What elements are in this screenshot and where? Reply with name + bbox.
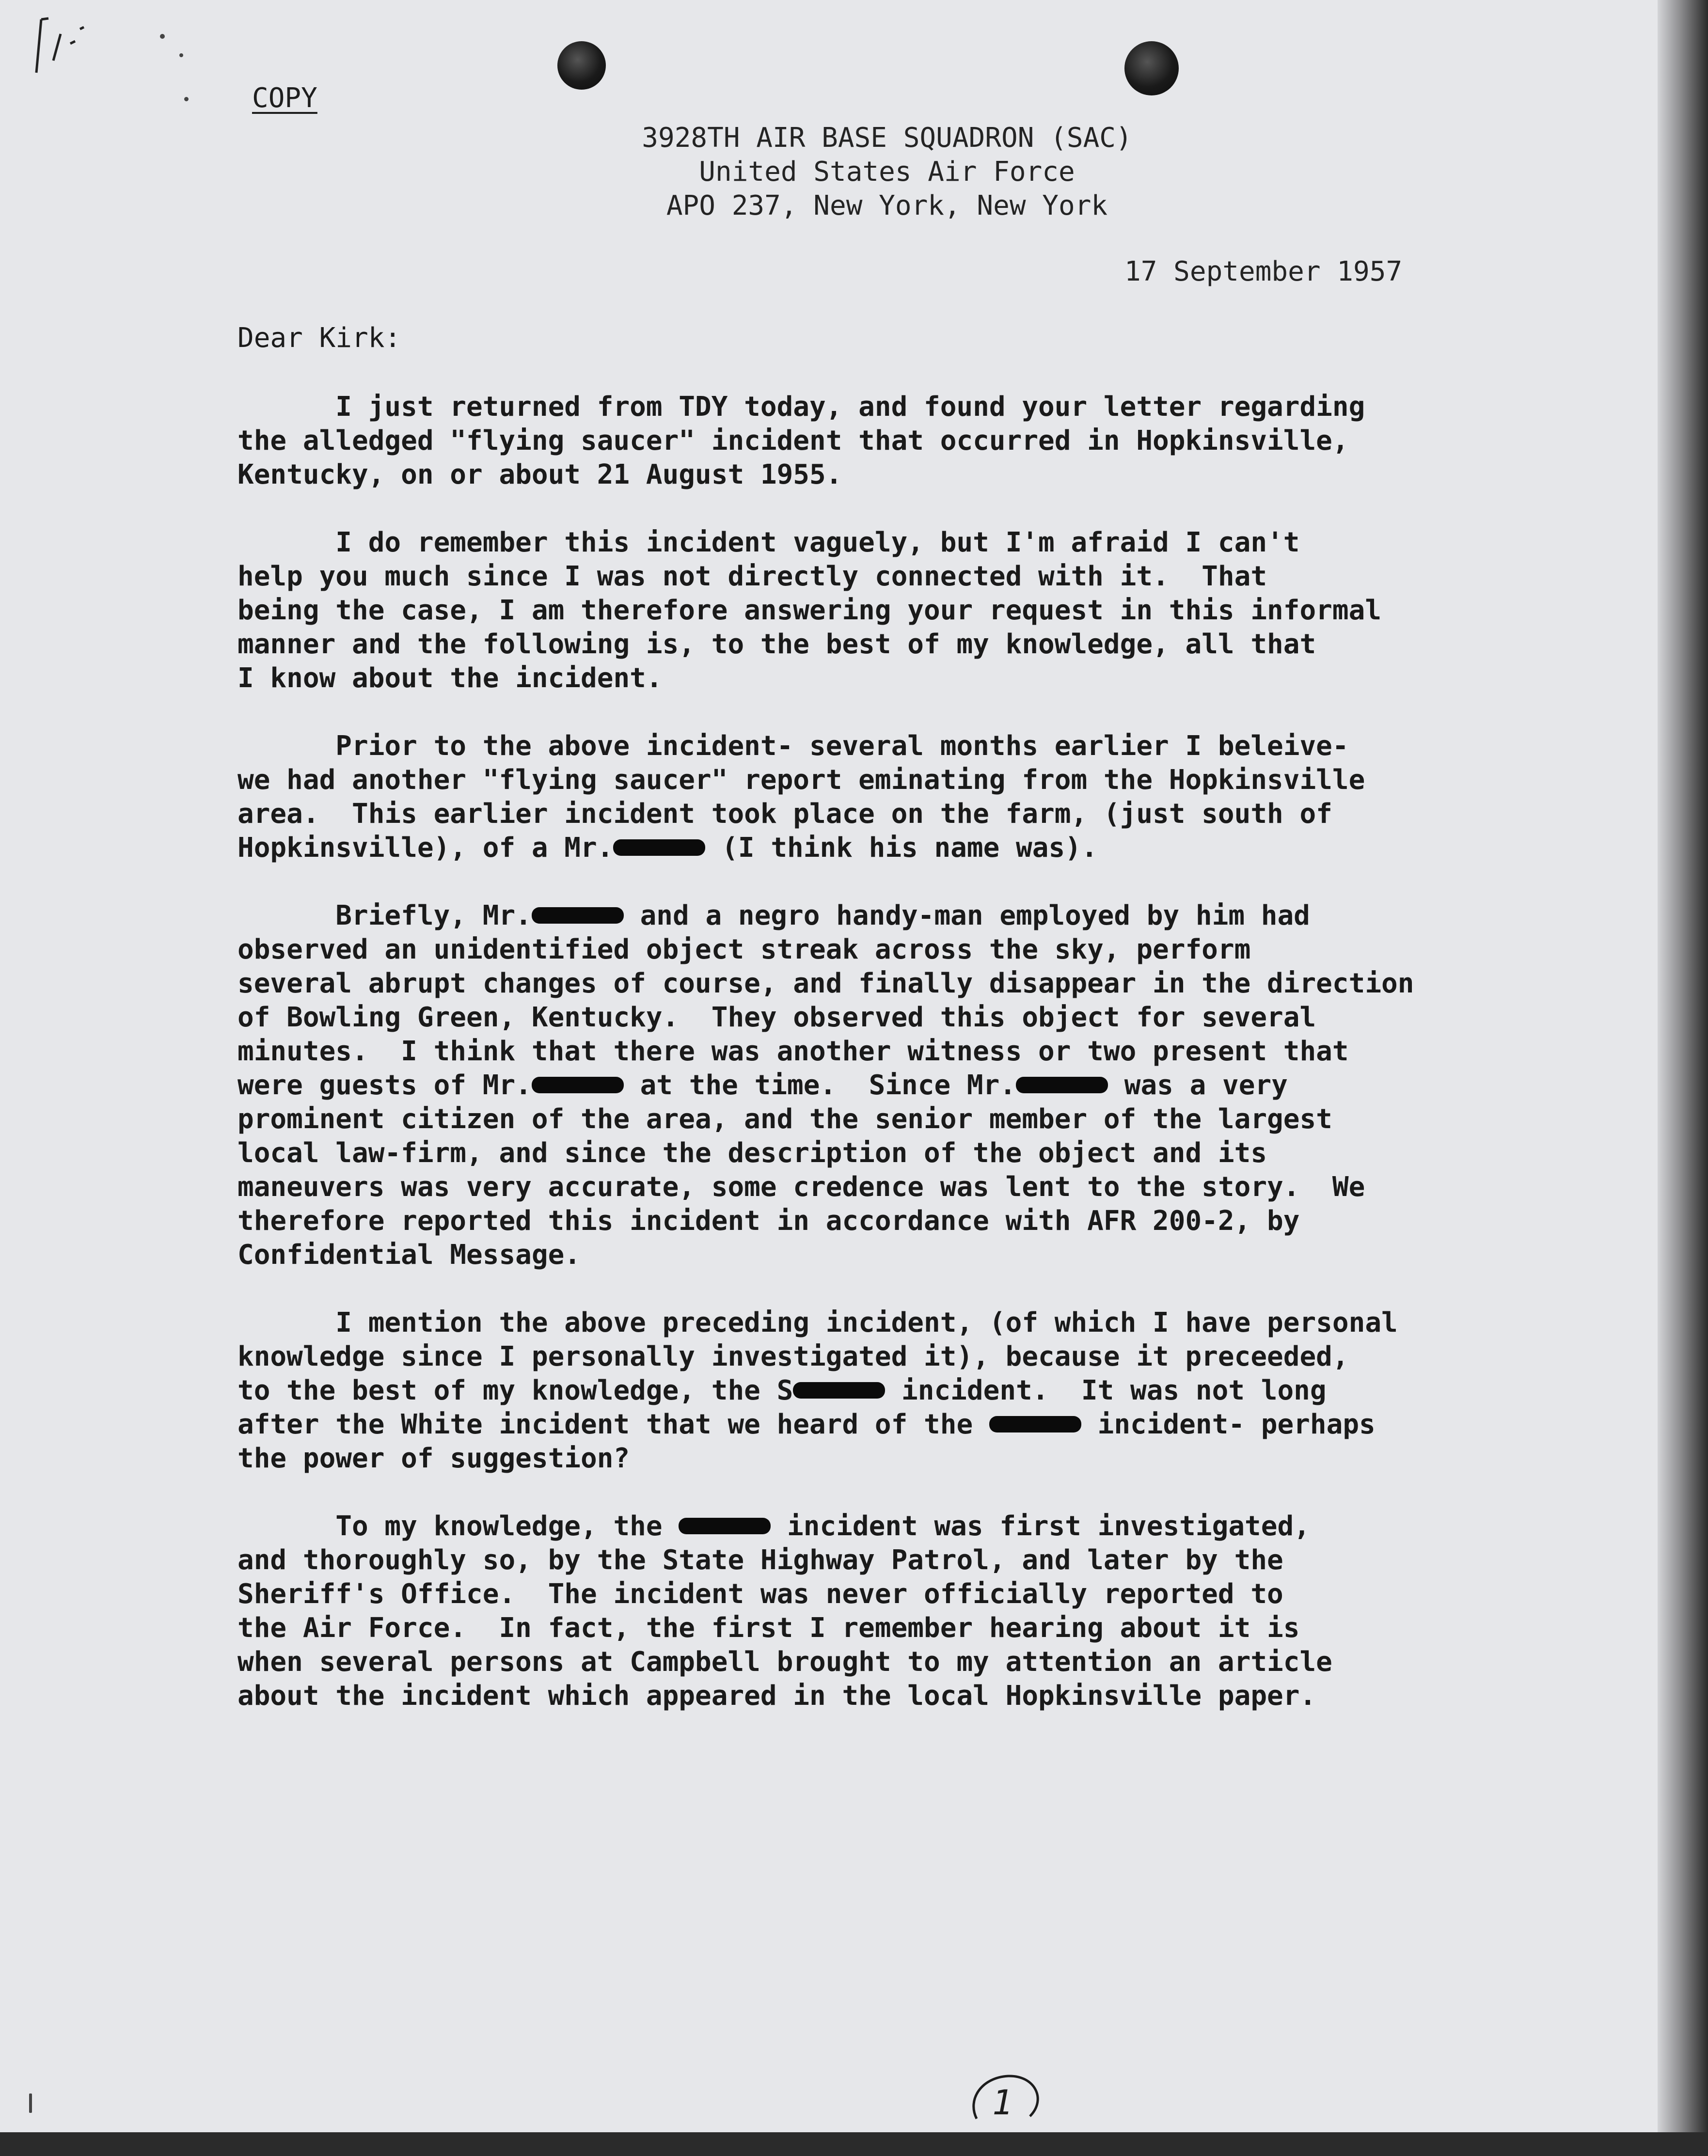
text-run: were guests of Mr. <box>237 1070 532 1101</box>
text-line <box>237 560 1522 594</box>
text-run: (I think his name was). <box>705 832 1098 864</box>
text-run: about the incident which appeared in the local Hopkinsville paper. <box>237 1680 1316 1712</box>
text-run: manner and the following is, to the best of my knowledge, all that <box>237 629 1316 660</box>
text-line <box>237 1408 1522 1442</box>
text-line <box>237 1679 1522 1713</box>
text-line <box>237 424 1522 458</box>
text-line <box>237 1204 1522 1238</box>
text-run: therefore reported this incident in accordance with AFR 200-2, by <box>237 1205 1300 1237</box>
text-run: when several persons at Campbell brought to my attention an article <box>237 1646 1332 1678</box>
text-line <box>237 1510 1522 1543</box>
text-run: the power of suggestion? <box>237 1443 630 1474</box>
letterhead-unit: 3928TH AIR BASE SQUADRON (SAC) <box>642 122 1132 154</box>
text-line <box>237 628 1522 661</box>
text-run: maneuvers was very accurate, some credence was lent to the story. We <box>237 1171 1365 1203</box>
page-number <box>962 2070 1049 2124</box>
text-line <box>237 1611 1522 1645</box>
text-line <box>237 967 1522 1001</box>
page-number-text: 1 <box>992 2083 1013 2123</box>
letterhead-address: APO 237, New York, New York <box>666 190 1108 221</box>
redaction-mark <box>679 1518 771 1534</box>
paragraph <box>237 1510 1522 1713</box>
text-run: Sheriff's Office. The incident was never officially reported to <box>237 1578 1283 1610</box>
redaction-mark <box>532 1077 624 1093</box>
text-run: incident. It was not long <box>885 1375 1327 1406</box>
text-run: was a very <box>1108 1070 1288 1101</box>
text-run: Hopkinsville), of a Mr. <box>237 832 614 864</box>
redaction-mark <box>1016 1077 1108 1093</box>
text-run: incident- perhaps <box>1081 1409 1376 1440</box>
text-line <box>237 1374 1522 1408</box>
text-run: after the White incident that we heard of the <box>237 1409 989 1440</box>
letter-body <box>237 390 1522 1747</box>
text-line <box>237 763 1522 797</box>
text-line <box>237 526 1522 560</box>
paragraph <box>237 390 1522 492</box>
text-line <box>237 1543 1522 1577</box>
text-line <box>237 797 1522 831</box>
text-run: Kentucky, on or about 21 August 1955. <box>237 459 842 490</box>
text-line <box>237 1645 1522 1679</box>
text-run: help you much since I was not directly connected with it. That <box>237 561 1267 592</box>
paragraph <box>237 1306 1522 1476</box>
text-line <box>237 458 1522 492</box>
text-line <box>237 1069 1522 1102</box>
text-run: I mention the above preceding incident, (of which I have personal <box>237 1307 1398 1338</box>
corner-scribble-mark <box>27 15 104 121</box>
text-run: being the case, I am therefore answering your request in this informal <box>237 595 1382 626</box>
text-line <box>237 390 1522 424</box>
paragraph <box>237 899 1522 1272</box>
text-run: local law-firm, and since the description of the object and its <box>237 1137 1267 1169</box>
text-line <box>237 594 1522 628</box>
paper-speck <box>160 34 165 39</box>
text-run: we had another "flying saucer" report eminating from the Hopkinsville <box>237 764 1365 796</box>
text-line <box>237 1577 1522 1611</box>
text-run: the Air Force. In fact, the first I remember hearing about it is <box>237 1612 1300 1644</box>
text-run: several abrupt changes of course, and finally disappear in the direction <box>237 968 1414 999</box>
text-line <box>237 1442 1522 1476</box>
text-run: the alledged "flying saucer" incident that occurred in Hopkinsville, <box>237 425 1349 456</box>
text-run: Briefly, Mr. <box>237 900 532 931</box>
text-line <box>237 1306 1522 1340</box>
paper-speck <box>184 97 189 101</box>
redaction-mark <box>613 839 705 856</box>
salutation: Dear Kirk: <box>237 322 401 354</box>
text-line <box>237 899 1522 933</box>
paper-speck <box>179 53 183 57</box>
text-line <box>237 1170 1522 1204</box>
text-line <box>237 1001 1522 1035</box>
text-run: To my knowledge, the <box>237 1511 679 1542</box>
text-line <box>237 1136 1522 1170</box>
text-line <box>237 831 1522 865</box>
paragraph <box>237 729 1522 865</box>
text-line <box>237 729 1522 763</box>
letter-date: 17 September 1957 <box>1124 256 1403 287</box>
text-run: to the best of my knowledge, the S <box>237 1375 793 1406</box>
text-line <box>237 661 1522 695</box>
text-run: I just returned from TDY today, and found your letter regarding <box>237 391 1365 423</box>
text-run: Confidential Message. <box>237 1239 581 1271</box>
letterhead-service: United States Air Force <box>699 156 1075 188</box>
text-line <box>237 1238 1522 1272</box>
text-run: minutes. I think that there was another witness or two present that <box>237 1036 1349 1067</box>
text-run: and thoroughly so, by the State Highway Patrol, and later by the <box>237 1544 1283 1576</box>
text-run: at the time. Since Mr. <box>623 1070 1016 1101</box>
redaction-mark <box>793 1382 885 1399</box>
text-run: Prior to the above incident- several months earlier I beleive- <box>237 730 1349 762</box>
text-run: prominent citizen of the area, and the senior member of the largest <box>237 1103 1332 1135</box>
redaction-mark <box>532 907 624 924</box>
text-run: of Bowling Green, Kentucky. They observed this object for several <box>237 1002 1316 1033</box>
text-run: area. This earlier incident took place on the farm, (just south of <box>237 798 1332 830</box>
copy-stamp: COPY <box>252 82 317 114</box>
text-line <box>237 1340 1522 1374</box>
paragraph <box>237 526 1522 695</box>
text-run: and a negro handy-man employed by him had <box>623 900 1310 931</box>
text-line <box>237 933 1522 967</box>
punch-hole-left <box>557 41 606 90</box>
text-line <box>237 1102 1522 1136</box>
redaction-mark <box>989 1416 1081 1432</box>
text-run: I do remember this incident vaguely, but I'm afraid I can't <box>237 527 1300 558</box>
scan-edge-bottom <box>0 2132 1708 2156</box>
text-run: I know about the incident. <box>237 662 663 694</box>
text-run: knowledge since I personally investigated it), because it preceeded, <box>237 1341 1349 1372</box>
text-run: incident was first investigated, <box>771 1511 1310 1542</box>
text-run: observed an unidentified object streak across the sky, perform <box>237 934 1251 965</box>
letterhead <box>485 121 1289 223</box>
text-line <box>237 1035 1522 1069</box>
paper-speck <box>29 2093 32 2113</box>
punch-hole-right <box>1124 41 1179 95</box>
scan-edge-right <box>1658 0 1708 2156</box>
